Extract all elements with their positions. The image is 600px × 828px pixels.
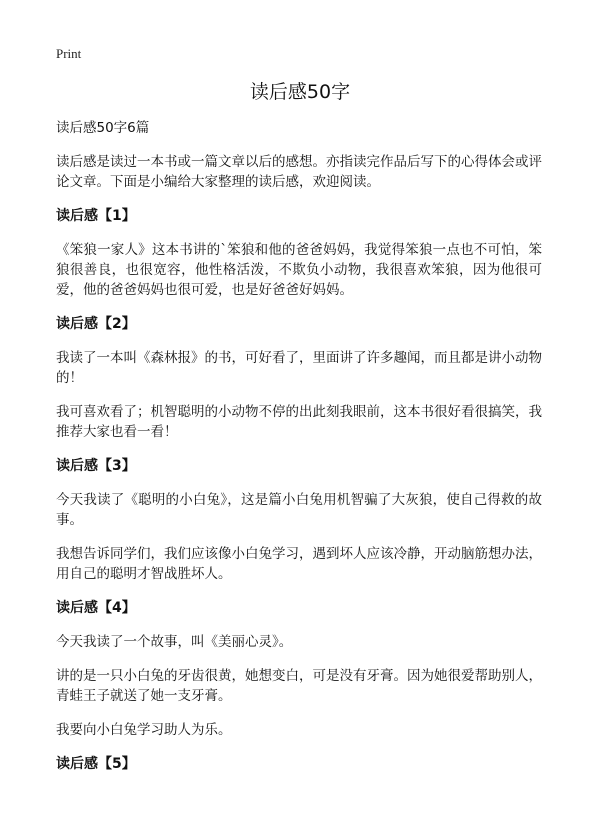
section-heading-5: 读后感【5】 bbox=[56, 756, 136, 772]
print-link[interactable]: Print bbox=[56, 46, 82, 61]
section-heading-3: 读后感【3】 bbox=[56, 458, 136, 474]
section-3-paragraph-1: 今天我读了《聪明的小白兔》，这是篇小白兔用机智骗了大灰狼，使自己得救的故事。 bbox=[56, 492, 542, 528]
document-title: 读后感50字 bbox=[249, 81, 351, 103]
document-subtitle: 读后感50字6篇 bbox=[56, 120, 150, 136]
document-body bbox=[56, 118, 542, 788]
section-heading-4: 读后感【4】 bbox=[56, 600, 136, 616]
section-1-paragraph-1: 《笨狼一家人》这本书讲的`笨狼和他的爸爸妈妈，我觉得笨狼一点也不可怕，笨狼很善良，也很宽容，他性格活泼，不欺负小动物，我很喜欢笨狼，因为他很可爱，他的爸爸妈妈也很可爱，也是好爸爸好妈妈。 bbox=[56, 242, 542, 298]
section-2-paragraph-2: 我可喜欢看了；机智聪明的小动物不停的出此刻我眼前，这本书很好看很搞笑，我推荐大家也看一看！ bbox=[56, 404, 542, 440]
section-4-paragraph-2: 讲的是一只小白兔的牙齿很黄，她想变白，可是没有牙膏。因为她很爱帮助别人，青蛙王子就送了她一支牙膏。 bbox=[56, 668, 542, 704]
section-2-paragraph-1: 我读了一本叫《森林报》的书，可好看了，里面讲了许多趣闻，而且都是讲小动物的！ bbox=[56, 350, 542, 386]
section-heading-2: 读后感【2】 bbox=[56, 316, 136, 332]
intro-paragraph: 读后感是读过一本书或一篇文章以后的感想。亦指读完作品后写下的心得体会或评论文章。下面是小编给大家整理的读后感，欢迎阅读。 bbox=[56, 154, 542, 190]
section-4-paragraph-3: 我要向小白兔学习助人为乐。 bbox=[56, 722, 232, 738]
section-3-paragraph-2: 我想告诉同学们，我们应该像小白兔学习，遇到坏人应该冷静，开动脑筋想办法，用自己的聪明才智战胜坏人。 bbox=[56, 546, 542, 582]
section-4-paragraph-1: 今天我读了一个故事，叫《美丽心灵》。 bbox=[56, 634, 293, 650]
section-heading-1: 读后感【1】 bbox=[56, 208, 136, 224]
